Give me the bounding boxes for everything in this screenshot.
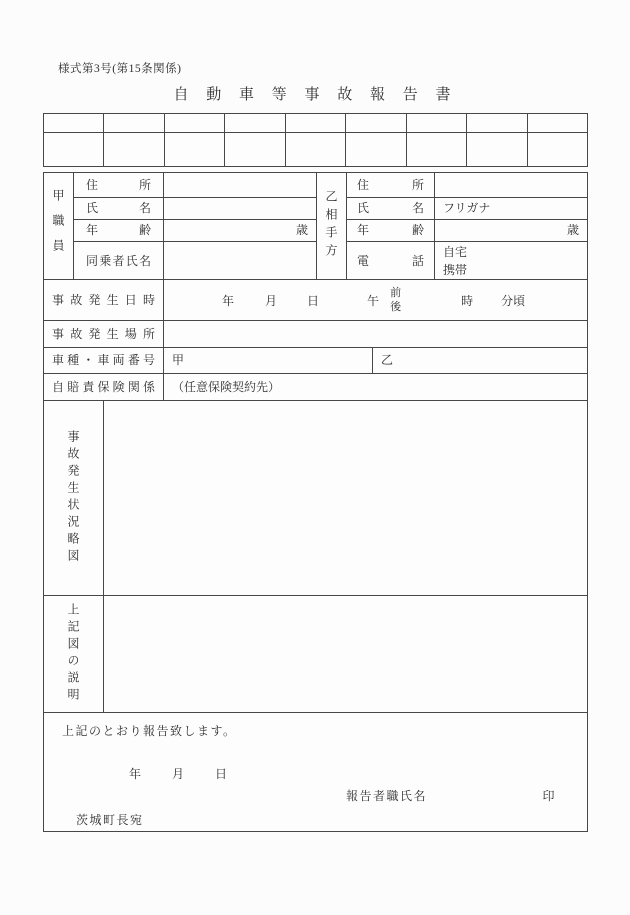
- kou-employee-group-label: 甲職員: [51, 188, 65, 264]
- stamp-cell: [407, 114, 467, 132]
- otsu-address-value: [435, 173, 587, 197]
- kou-employee-fields: [74, 173, 316, 279]
- footer-year-unit: 年: [129, 767, 142, 781]
- datetime-year-unit: 年: [222, 293, 235, 308]
- otsu-phone-value: [435, 242, 587, 279]
- insurance-row: [44, 374, 587, 401]
- stamp-cell: [346, 133, 406, 166]
- datetime-pm-label: 後: [390, 301, 402, 313]
- stamp-cell: [528, 114, 587, 132]
- stamp-cell: [165, 133, 225, 166]
- otsu-phone-home-label: 自宅: [443, 245, 468, 259]
- accident-datetime-row: [44, 280, 587, 321]
- sketch-label: 事故発生状況略図: [66, 430, 80, 566]
- stamp-cell: [467, 133, 527, 166]
- seal-label: 印: [542, 789, 556, 803]
- stamp-cell: [44, 114, 104, 132]
- addressee-label: 茨城町長宛: [76, 813, 144, 827]
- accident-location-value: [164, 321, 587, 347]
- stamp-cell: [346, 114, 406, 132]
- approval-stamp-grid: [43, 113, 588, 167]
- accident-location-label: 事故発生場所: [44, 321, 164, 347]
- sketch-section: [44, 401, 587, 596]
- accident-location-row: [44, 321, 587, 348]
- stamp-cell: [225, 133, 285, 166]
- stamp-grid-body-row: [44, 133, 587, 166]
- stamp-cell: [165, 114, 225, 132]
- datetime-am-label: 前: [390, 287, 402, 299]
- parties-section: [44, 173, 587, 280]
- otsu-phone-label: [347, 242, 435, 279]
- vehicle-otsu-cell: 乙: [381, 353, 394, 367]
- datetime-month-unit: 月: [265, 293, 278, 308]
- accident-report-form: [43, 58, 588, 832]
- otsu-age-label: 年齢: [347, 220, 435, 241]
- kou-address-label: 住所: [74, 173, 164, 197]
- kou-age-label: 年齢: [74, 220, 164, 241]
- vehicle-number-label: 車種・車両番号: [44, 348, 164, 373]
- footer-day-unit: 日: [215, 767, 228, 781]
- kou-age-row: [74, 220, 316, 242]
- otsu-phone-mobile-label: 携帯: [443, 263, 468, 277]
- datetime-minute-unit: 分頃: [501, 293, 526, 308]
- accident-datetime-label: 事故発生日時: [44, 280, 164, 320]
- datetime-day-unit: 日: [307, 293, 320, 308]
- datetime-ampm-stack: [390, 286, 401, 314]
- sketch-label-cell: [44, 401, 104, 595]
- report-statement: 上記のとおり報告致します。: [62, 724, 237, 738]
- explanation-label-cell: [44, 596, 104, 712]
- signature-section: [44, 722, 587, 831]
- kou-age-unit: 歳: [295, 223, 308, 237]
- stamp-cell: [286, 133, 346, 166]
- stamp-cell: [407, 133, 467, 166]
- stamp-cell: [104, 133, 164, 166]
- footer-month-unit: 月: [172, 767, 185, 781]
- reporter-name-label: 報告者職氏名: [346, 789, 428, 803]
- vehicle-kou-cell: 甲: [164, 348, 373, 373]
- datetime-noon-label: 午: [367, 293, 380, 308]
- stamp-cell: [225, 114, 285, 132]
- kou-passenger-row: [74, 242, 316, 279]
- stamp-cell: [528, 133, 587, 166]
- kou-name-label: 氏名: [74, 198, 164, 219]
- kou-passenger-label-text: 同乗者氏名: [86, 254, 151, 268]
- kou-passenger-value: [164, 242, 316, 279]
- kou-employee-group: [44, 173, 74, 279]
- insurance-label: 自賠責保険関係: [44, 374, 164, 400]
- otsu-name-label: 氏名: [347, 198, 435, 219]
- otsu-party-group-label: 乙相手方: [324, 190, 338, 262]
- kou-address-row: [74, 173, 316, 198]
- otsu-phone-row: [347, 242, 587, 279]
- sketch-drawing-area: [104, 401, 587, 595]
- otsu-phone-label-text: 電話: [357, 254, 424, 268]
- explanation-writing-area: [104, 596, 587, 712]
- otsu-age-unit: 歳: [566, 223, 579, 237]
- reporter-line: [44, 787, 587, 804]
- form-title: 自 動 車 等 事 故 報 告 書: [173, 87, 458, 103]
- otsu-address-label: 住所: [347, 173, 435, 197]
- report-date-line: [129, 765, 587, 782]
- stamp-cell: [286, 114, 346, 132]
- stamp-cell: [104, 114, 164, 132]
- explanation-label: 上記図の説明: [66, 603, 80, 705]
- report-table: [43, 172, 588, 832]
- kou-address-value: [164, 173, 316, 197]
- form-number-note: 様式第3号(第15条関係): [58, 63, 182, 75]
- explanation-section: [44, 596, 587, 713]
- otsu-age-row: [347, 220, 587, 242]
- kou-name-row: [74, 198, 316, 220]
- insurance-value: （任意保険契約先）: [172, 380, 281, 394]
- otsu-furigana-hint: フリガナ: [443, 201, 491, 215]
- datetime-hour-unit: 時: [461, 293, 474, 308]
- accident-datetime-value: [164, 280, 587, 320]
- otsu-name-row: [347, 198, 587, 220]
- kou-name-value: [164, 198, 316, 219]
- otsu-address-row: [347, 173, 587, 198]
- kou-passenger-label: [74, 242, 164, 279]
- otsu-party-group: [316, 173, 347, 279]
- stamp-cell: [467, 114, 527, 132]
- vehicle-number-row: [44, 348, 587, 374]
- stamp-grid-header-row: [44, 114, 587, 133]
- stamp-cell: [44, 133, 104, 166]
- otsu-party-fields: [347, 173, 587, 279]
